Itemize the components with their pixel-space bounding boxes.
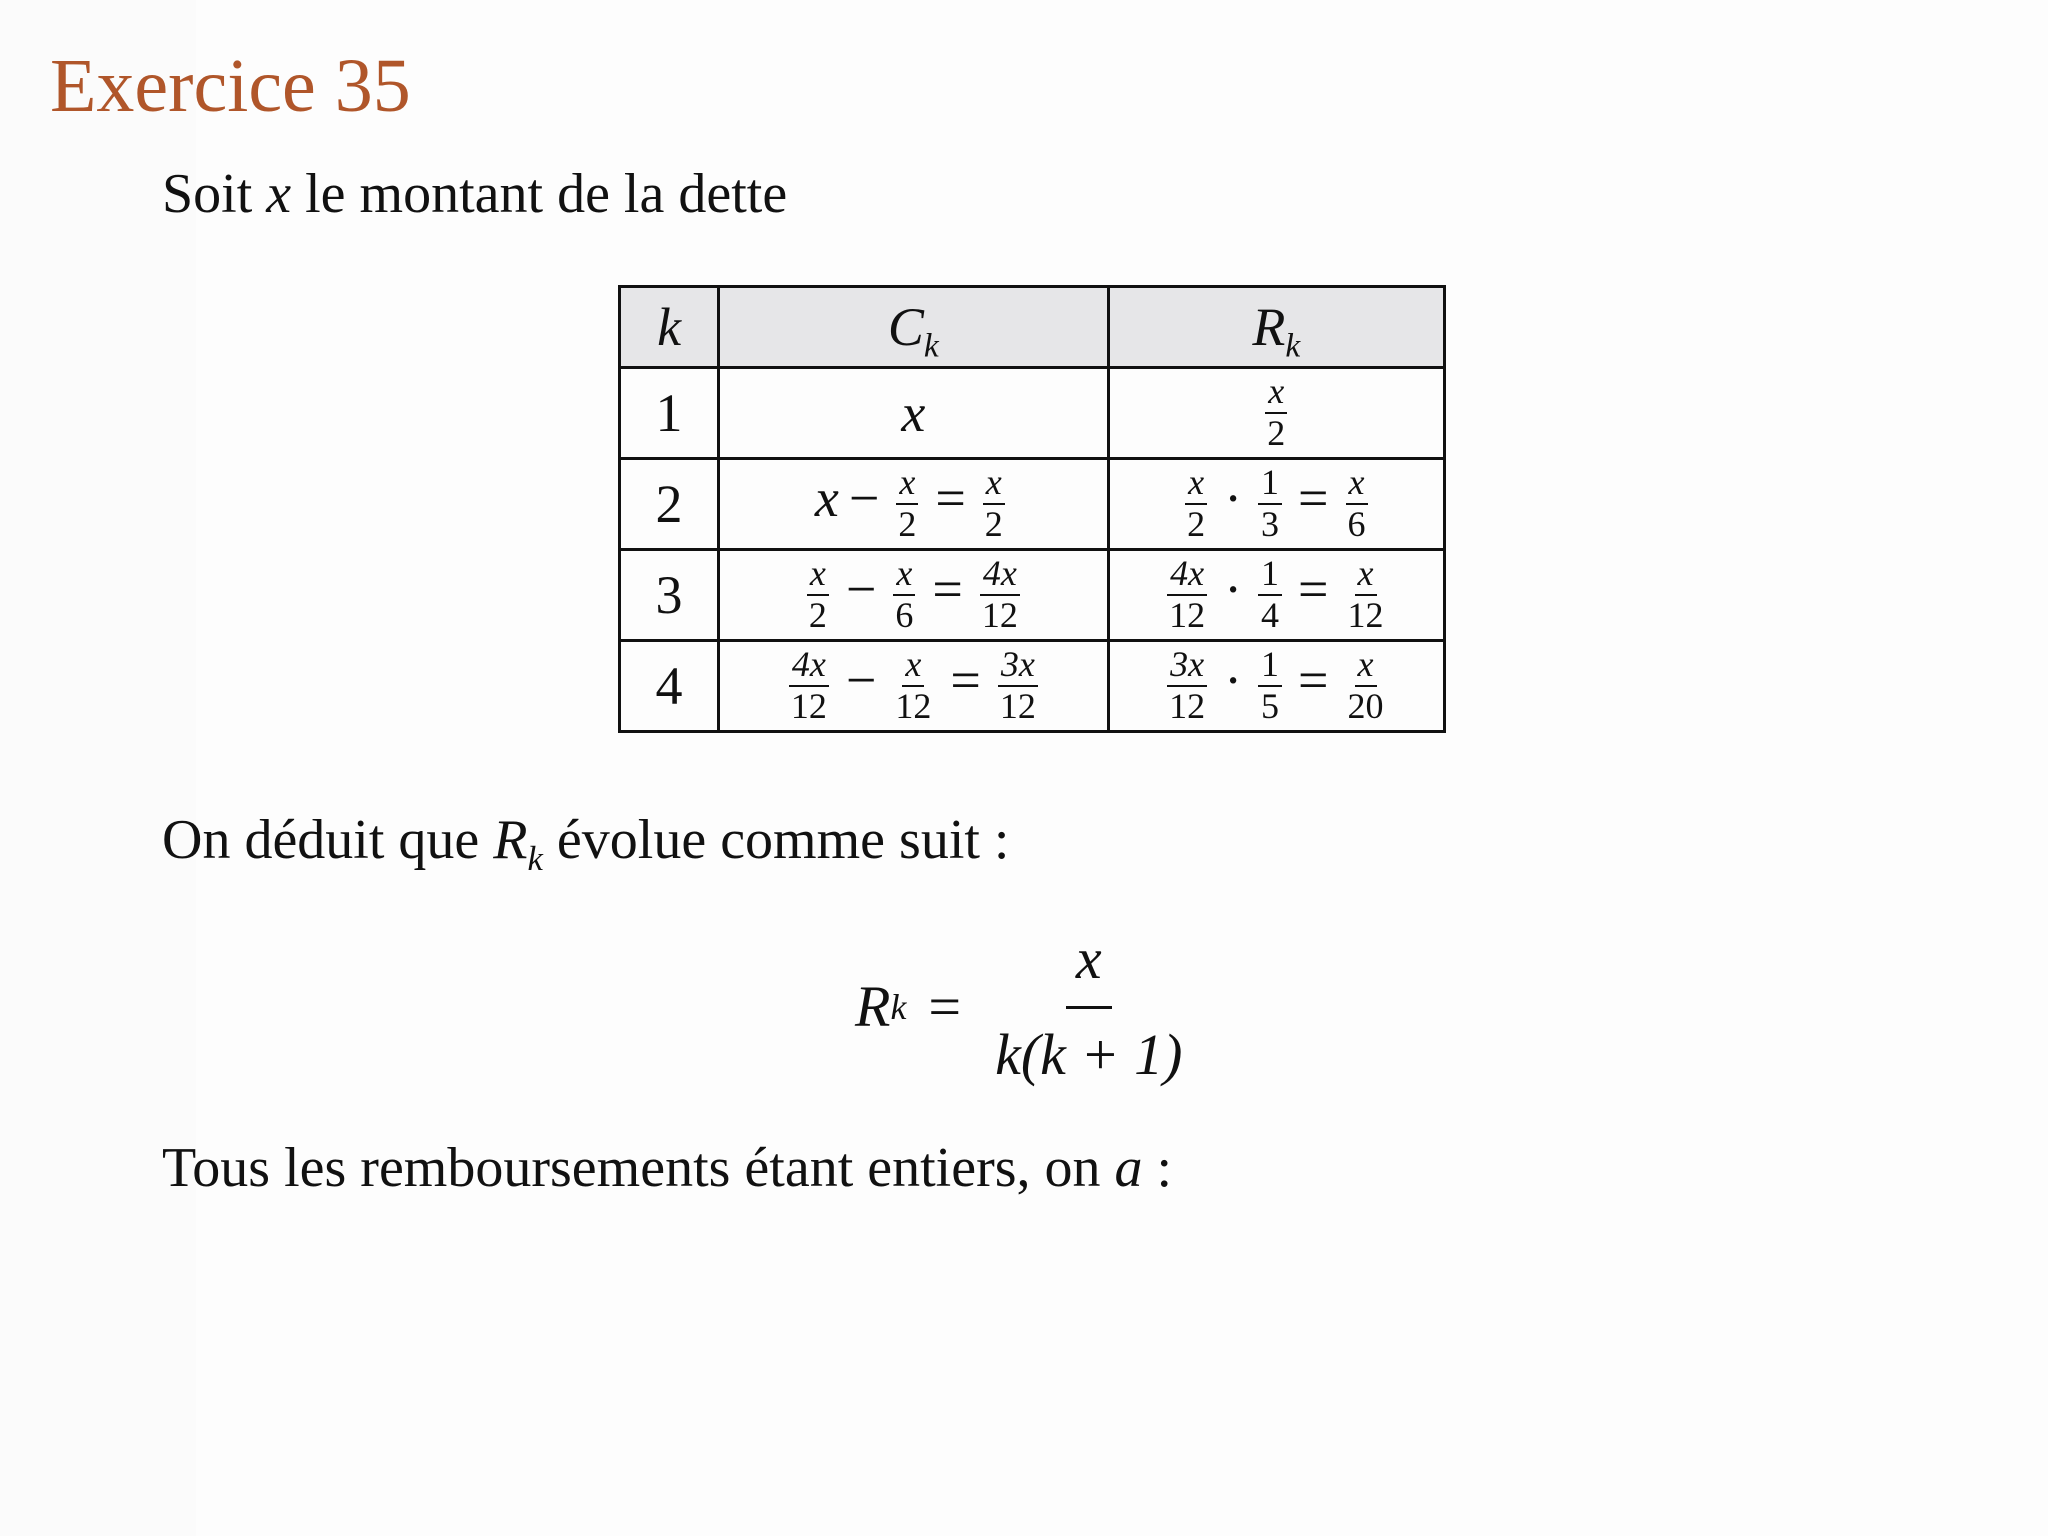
row2-c: x − $\frac{x}{2}$ = $\frac{x}{2}$ — [719, 459, 1108, 550]
recurrence-formula: R k = $\frac{x}{k(k + 1)}$ — [855, 925, 1192, 1088]
header-r: $R_k$ — [1108, 287, 1444, 368]
deduce-line: On déduit que $R_k$ évolue comme suit : — [162, 809, 1010, 879]
conclusion-var: a — [1114, 1137, 1143, 1199]
deduce-suffix: évolue comme suit : — [542, 809, 1010, 871]
row3-k: 3 — [620, 550, 719, 641]
table-row — [620, 368, 1445, 459]
formula-lhs: R — [855, 974, 891, 1039]
table-row — [620, 550, 1445, 641]
row4-k: 4 — [620, 641, 719, 732]
debt-table — [618, 285, 1446, 733]
row4-r: $\frac{3x}{12}$ · $\frac{1}{5}$ = $\frac{x}{20}$ — [1108, 641, 1444, 732]
intro-prefix: Soit — [162, 163, 267, 225]
intro-var: x — [266, 163, 292, 225]
formula-eq: = — [928, 974, 962, 1039]
row3-c: $\frac{x}{2}$ − $\frac{x}{6}$ = $\frac{4x}{12}$ — [719, 550, 1108, 641]
table-row — [620, 459, 1445, 550]
intro-line — [162, 163, 788, 225]
row4-c: $\frac{4x}{12}$ − $\frac{x}{12}$ = $\frac{3x}{12}$ — [719, 641, 1108, 732]
conclusion-prefix: Tous les remboursements étant entiers, on — [162, 1137, 1115, 1199]
deduce-var: R — [493, 809, 528, 871]
table-row — [620, 641, 1445, 732]
row3-r: $\frac{4x}{12}$ · $\frac{1}{4}$ = $\frac{x}{12}$ — [1108, 550, 1444, 641]
deduce-prefix: On déduit que — [162, 809, 494, 871]
table-header-row — [620, 287, 1445, 368]
header-k: k — [620, 287, 719, 368]
row2-k: 2 — [620, 459, 719, 550]
row2-r: $\frac{x}{2}$ · $\frac{1}{3}$ = $\frac{x}{6}$ — [1108, 459, 1444, 550]
row1-k: 1 — [620, 368, 719, 459]
formula-numerator: x — [1066, 925, 1112, 1009]
formula-fraction — [985, 925, 1192, 1088]
intro-suffix: le montant de la dette — [291, 163, 788, 225]
row1-c: x — [719, 368, 1108, 459]
conclusion-suffix: : — [1142, 1137, 1173, 1199]
page-margin — [0, 0, 196, 1536]
exercise-title: Exercice 35 — [50, 44, 411, 128]
header-c: $C_k$ — [719, 287, 1108, 368]
formula-denominator: k(k + 1) — [995, 1022, 1183, 1087]
conclusion-line — [162, 1137, 1173, 1199]
row1-r: $\frac{x}{2}$ — [1108, 368, 1444, 459]
